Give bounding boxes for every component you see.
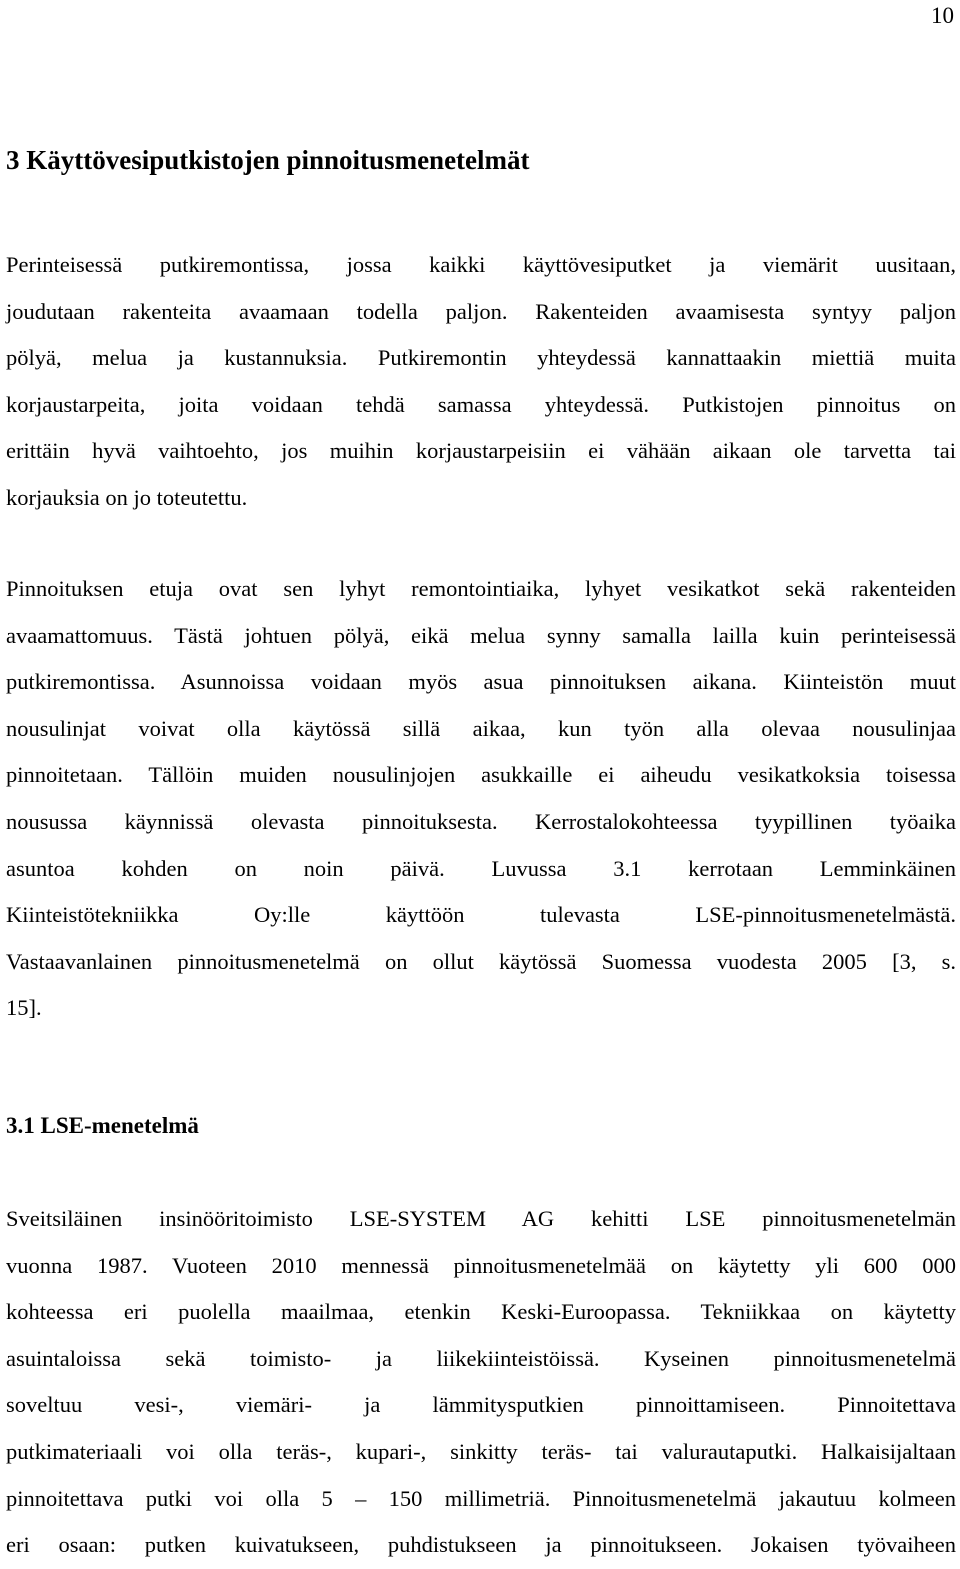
text-line: 15]. (6, 995, 42, 1021)
text-line: Vastaavanlainen pinnoitusmenetelmä on ollut käytössä Suomessa vuodesta 2005 [3, s. (6, 948, 956, 974)
text-line: nousussa käynnissä olevasta pinnoituksesta. Kerrostalokohteessa tyypillinen työaika (6, 808, 956, 834)
text-line: kohteessa eri puolella maailmaa, etenkin Keski-Euroopassa. Tekniikkaa on käytetty (6, 1299, 956, 1325)
text-line: korjauksia on jo toteutettu. (6, 484, 248, 510)
text-line: Perinteisessä putkiremontissa, jossa kaikki käyttövesiputket ja viemärit uusitaan, (6, 252, 956, 277)
text-line: pinnoitetaan. Tällöin muiden nousulinjojen asukkaille ei aiheudu vesikatkoksia toisessa (6, 762, 956, 788)
subsection-heading: 3.1 LSE-menetelmä (6, 1113, 199, 1138)
text-line: korjaustarpeita, joita voidaan tehdä samassa yhteydessä. Putkistojen pinnoitus on (6, 391, 956, 417)
text-line: asuntoa kohden on noin päivä. Luvussa 3.1 kerrotaan Lemminkäinen (6, 855, 956, 881)
text-line: joudutaan rakenteita avaamaan todella paljon. Rakenteiden avaamisesta syntyy paljon (6, 298, 956, 324)
text-line: pölyä, melua ja kustannuksia. Putkiremontin yhteydessä kannattaakin miettiä muita (6, 345, 956, 371)
page-number: 10 (931, 3, 954, 28)
text-line: nousulinjat voivat olla käytössä sillä aikaa, kun työn alla olevaa nousulinjaa (6, 715, 956, 741)
text-line: Sveitsiläinen insinööritoimisto LSE-SYSTEM AG kehitti LSE pinnoitusmenetelmän (6, 1206, 956, 1231)
text-line: putkiremontissa. Asunnoissa voidaan myös asua pinnoituksen aikana. Kiinteistön muut (6, 669, 956, 695)
text-line: soveltuu vesi-, viemäri- ja lämmitysputkien pinnoittamiseen. Pinnoitettava (6, 1392, 956, 1418)
section-heading: 3 Käyttövesiputkistojen pinnoitusmenetelmät (6, 145, 530, 175)
text-line: avaamattomuus. Tästä johtuen pölyä, eikä melua synny samalla lailla kuin perinteisessä (6, 622, 956, 648)
text-line: pinnoitettava putki voi olla 5 – 150 millimetriä. Pinnoitusmenetelmä jakautuu kolmeen (6, 1485, 956, 1511)
text-line: eri osaan: putken kuivatukseen, puhdistukseen ja pinnoitukseen. Jokaisen työvaiheen (6, 1532, 956, 1558)
text-line: erittäin hyvä vaihtoehto, jos muihin korjaustarpeisiin ei vähään aikaan ole tarvetta tai (6, 438, 956, 464)
text-line: Pinnoituksen etuja ovat sen lyhyt remontointiaika, lyhyet vesikatkot sekä rakenteiden (6, 576, 956, 601)
paragraph-traditional-renovation (6, 242, 956, 522)
paragraph-lse-method (6, 1196, 956, 1569)
text-line: asuintaloissa sekä toimisto- ja liikekiinteistöissä. Kyseinen pinnoitusmenetelmä (6, 1345, 956, 1371)
text-line: Kiinteistötekniikka Oy:lle käyttöön tulevasta LSE-pinnoitusmenetelmästä. (6, 902, 956, 928)
text-line: vuonna 1987. Vuoteen 2010 mennessä pinnoitusmenetelmää on käytetty yli 600 000 (6, 1252, 956, 1278)
paragraph-coating-benefits (6, 566, 956, 1032)
text-line: putkimateriaali voi olla teräs-, kupari-, sinkitty teräs- tai valurautaputki. Halkaisijaltaan (6, 1438, 956, 1464)
